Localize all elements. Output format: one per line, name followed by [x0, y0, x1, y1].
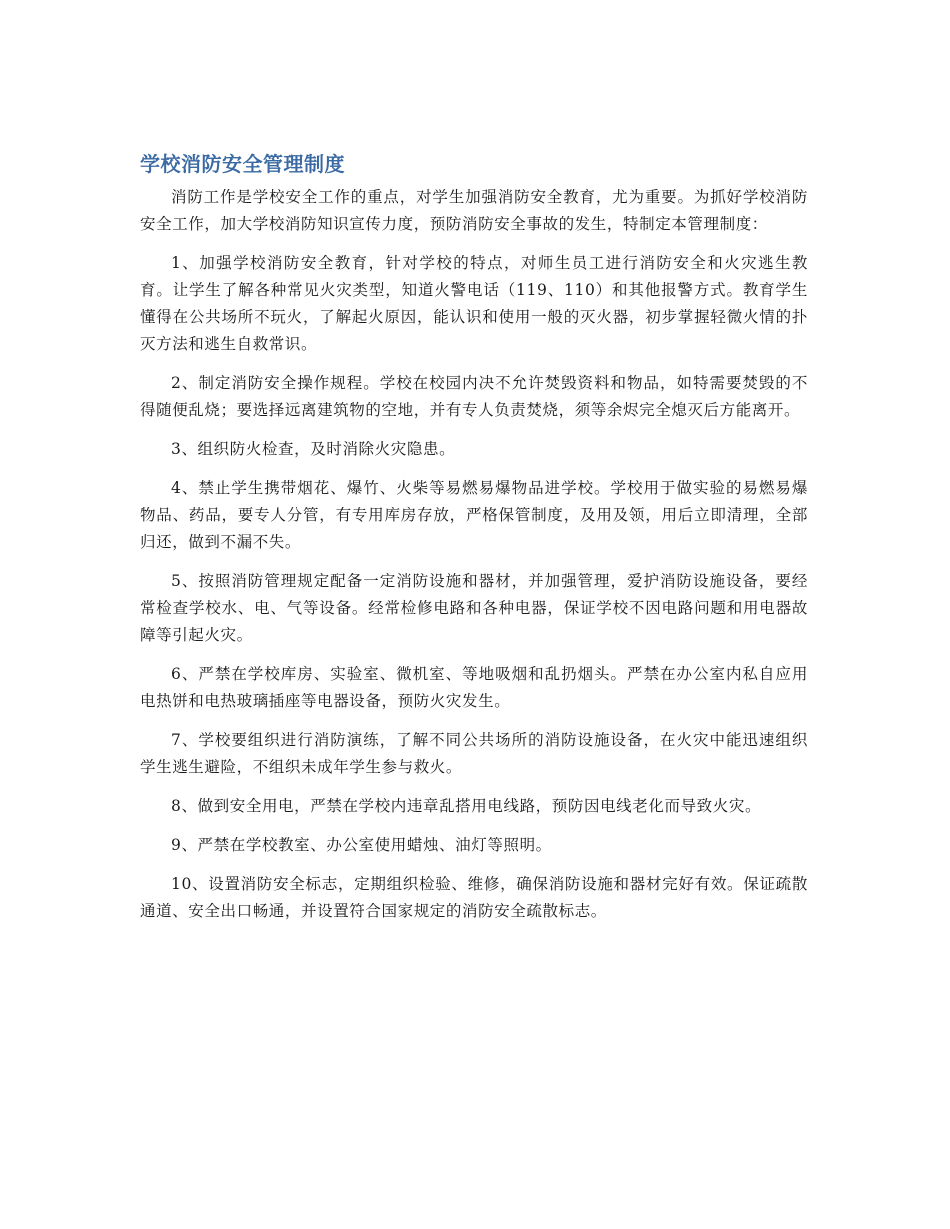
rule-item-10: 10、设置消防安全标志，定期组织检验、维修，确保消防设施和器材完好有效。保证疏散通道、安全出口畅通，并设置符合国家规定的消防安全疏散标志。 — [140, 875, 808, 920]
rule-item-8: 8、做到安全用电，严禁在学校内违章乱搭用电线路，预防因电线老化而导致火灾。 — [171, 797, 762, 815]
document-title: 学校消防安全管理制度 — [140, 152, 345, 176]
rule-item-1: 1、加强学校消防安全教育，针对学校的特点，对师生员工进行消防安全和火灾逃生教育。让学生了解各种常见火灾类型，知道火警电话（119、110）和其他报警方式。教育学生懂得在公共场所不玩火，了解起火原因，能认识和使用一般的灭火器，初步掌握轻微火情的扑灭方法和逃生自救常识。 — [140, 254, 808, 353]
rule-item-2: 2、制定消防安全操作规程。学校在校园内决不允许焚毁资料和物品，如特需要焚毁的不得随便乱烧；要选择远离建筑物的空地，并有专人负责焚烧，须等余烬完全熄灭后方能离开。 — [140, 374, 808, 419]
rule-item-3: 3、组织防火检查，及时消除火灾隐患。 — [171, 440, 456, 458]
document-page — [140, 148, 808, 937]
rule-item-5: 5、按照消防管理规定配备一定消防设施和器材，并加强管理，爱护消防设施设备，要经常检查学校水、电、气等设备。经常检修电路和各种电器，保证学校不因电路问题和用电器故障等引起火灾。 — [140, 572, 808, 644]
rule-item-9: 9、严禁在学校教室、办公室使用蜡烛、油灯等照明。 — [171, 836, 552, 854]
rule-item-7: 7、学校要组织进行消防演练，了解不同公共场所的消防设施设备，在火灾中能迅速组织学生逃生避险，不组织未成年学生参与救火。 — [140, 731, 808, 776]
intro-paragraph: 消防工作是学校安全工作的重点，对学生加强消防安全教育，尤为重要。为抓好学校消防安全工作，加大学校消防知识宣传力度，预防消防安全事故的发生，特制定本管理制度： — [140, 188, 808, 233]
rule-item-4: 4、禁止学生携带烟花、爆竹、火柴等易燃易爆物品进学校。学校用于做实验的易燃易爆物品、药品，要专人分管，有专用库房存放，严格保管制度，及用及领，用后立即清理，全部归还，做到不漏不失。 — [140, 479, 808, 551]
rule-item-6: 6、严禁在学校库房、实验室、微机室、等地吸烟和乱扔烟头。严禁在办公室内私自应用电热饼和电热玻璃插座等电器设备，预防火灾发生。 — [140, 665, 808, 710]
